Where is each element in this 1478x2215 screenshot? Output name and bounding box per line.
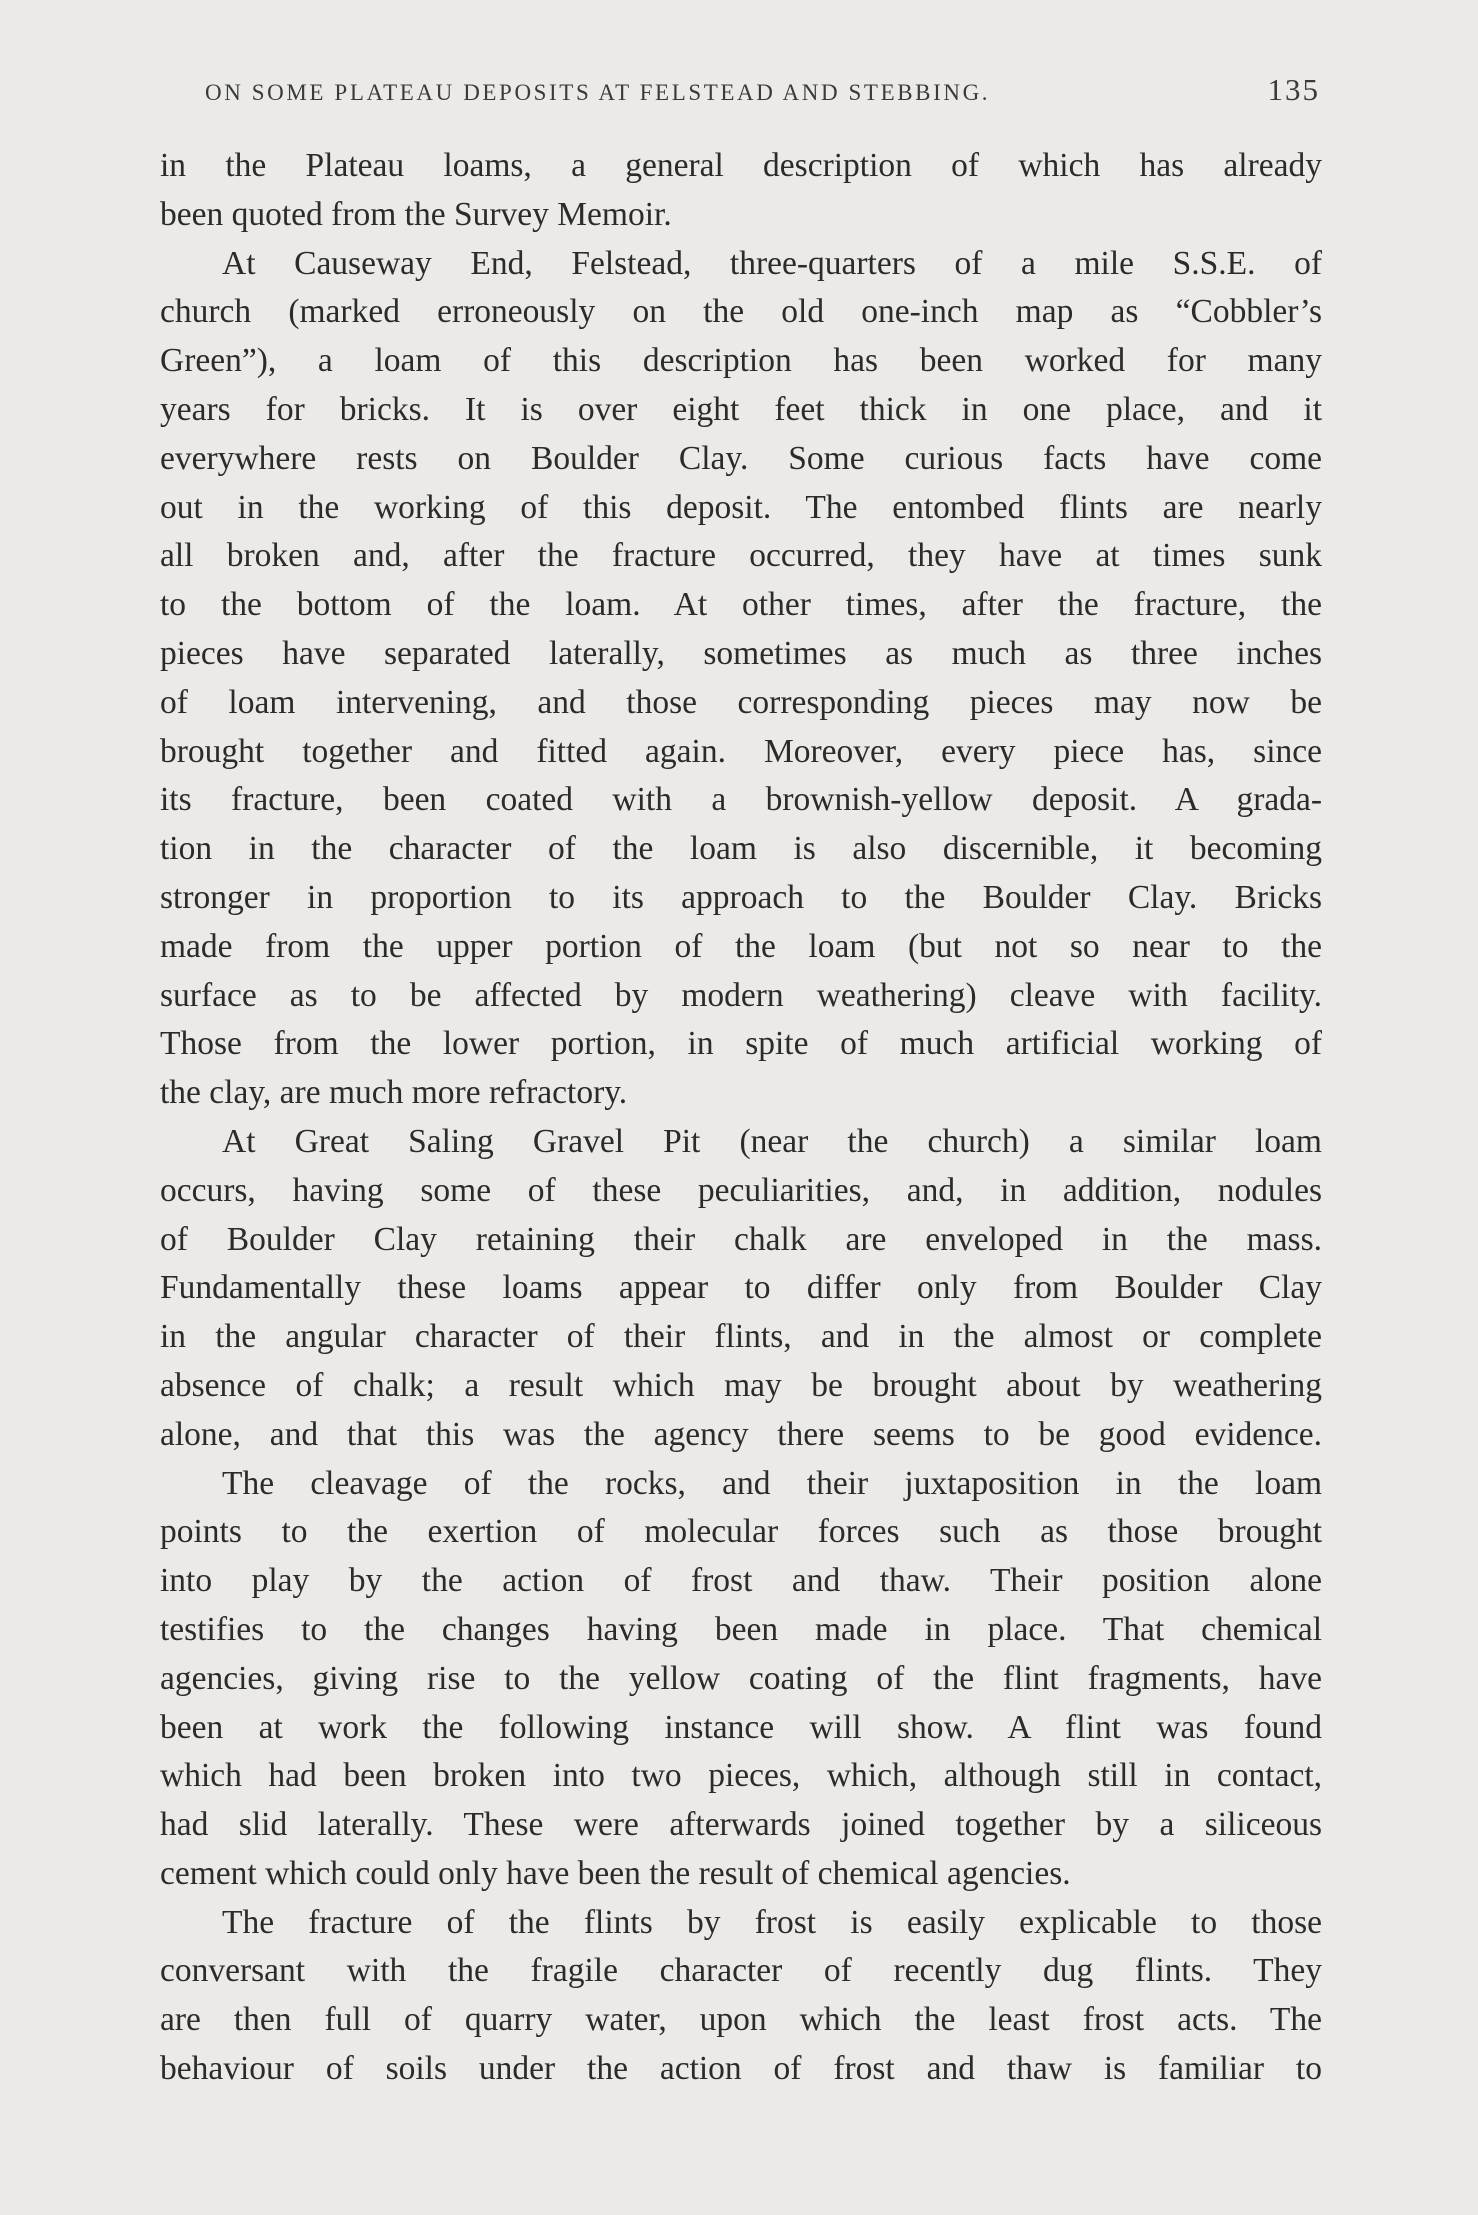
text-line: behaviour of soils under the action of frost and thaw is familiar to (160, 2050, 1322, 2088)
text-line: absence of chalk; a result which may be brought about by weathering (160, 1366, 1322, 1404)
text-line: to the bottom of the loam. At other times, after the fracture, the (160, 586, 1322, 624)
text-line: are then full of quarry water, upon which the least frost acts. The (160, 2001, 1322, 2039)
text-line: alone, and that this was the agency there seems to be good evidence. (160, 1415, 1322, 1453)
page-header (205, 72, 1320, 112)
text-line: pieces have separated laterally, sometimes as much as three inches (160, 634, 1322, 672)
text-line: Green”), a loam of this description has been worked for many (160, 342, 1322, 380)
text-line: surface as to be affected by modern weathering) cleave with facility. (160, 976, 1322, 1014)
text-line: out in the working of this deposit. The entombed flints are nearly (160, 488, 1322, 526)
text-line: agencies, giving rise to the yellow coating of the flint fragments, have (160, 1659, 1322, 1697)
text-line: Those from the lower portion, in spite of much artificial working of (160, 1025, 1322, 1063)
text-line: testifies to the changes having been made in place. That chemical (160, 1610, 1322, 1648)
text-line: in the Plateau loams, a general description of which has already (160, 147, 1322, 184)
text-line: occurs, having some of these peculiarities, and, in addition, nodules (160, 1171, 1322, 1209)
text-line: everywhere rests on Boulder Clay. Some curious facts have come (160, 439, 1322, 477)
text-line: At Great Saling Gravel Pit (near the church) a similar loam (222, 1122, 1322, 1160)
text-line: in the angular character of their flints, and in the almost or complete (160, 1318, 1322, 1356)
text-line: church (marked erroneously on the old one-inch map as “Cobbler’s (160, 293, 1322, 331)
text-line: conversant with the fragile character of recently dug flints. They (160, 1952, 1322, 1990)
text-line: all broken and, after the fracture occurred, they have at times sunk (160, 537, 1322, 575)
text-line: had slid laterally. These were afterwards joined together by a siliceous (160, 1806, 1322, 1844)
text-line: brought together and fitted again. Moreover, every piece has, since (160, 732, 1322, 770)
text-line: been at work the following instance will show. A flint was found (160, 1708, 1322, 1746)
text-line: The cleavage of the rocks, and their juxtaposition in the loam (222, 1464, 1322, 1502)
text-line: points to the exertion of molecular forces such as those brought (160, 1513, 1322, 1551)
text-line: cement which could only have been the result of chemical agencies. (160, 1854, 1071, 1892)
text-line: Fundamentally these loams appear to differ only from Boulder Clay (160, 1269, 1322, 1307)
text-line: stronger in proportion to its approach to the Boulder Clay. Bricks (160, 878, 1322, 916)
text-line: The fracture of the flints by frost is easily explicable to those (222, 1903, 1322, 1941)
text-line: of Boulder Clay retaining their chalk are enveloped in the mass. (160, 1220, 1322, 1258)
text-line: its fracture, been coated with a brownish-yellow deposit. A grada- (160, 781, 1322, 819)
text-line: tion in the character of the loam is also discernible, it becoming (160, 830, 1322, 868)
text-line: of loam intervening, and those corresponding pieces may now be (160, 683, 1322, 721)
text-line: been quoted from the Survey Memoir. (160, 195, 672, 233)
running-title: ON SOME PLATEAU DEPOSITS AT FELSTEAD AND STEBBING. (205, 80, 991, 105)
text-line: which had been broken into two pieces, which, although still in contact, (160, 1757, 1322, 1795)
text-line: years for bricks. It is over eight feet thick in one place, and it (160, 390, 1322, 428)
page-number: 135 (1267, 72, 1320, 107)
text-line: the clay, are much more refractory. (160, 1074, 628, 1112)
body-text (160, 142, 1322, 2094)
text-line: made from the upper portion of the loam (but not so near to the (160, 927, 1322, 965)
text-line: into play by the action of frost and thaw. Their position alone (160, 1562, 1322, 1600)
text-line: At Causeway End, Felstead, three-quarters of a mile S.S.E. of (222, 244, 1322, 282)
